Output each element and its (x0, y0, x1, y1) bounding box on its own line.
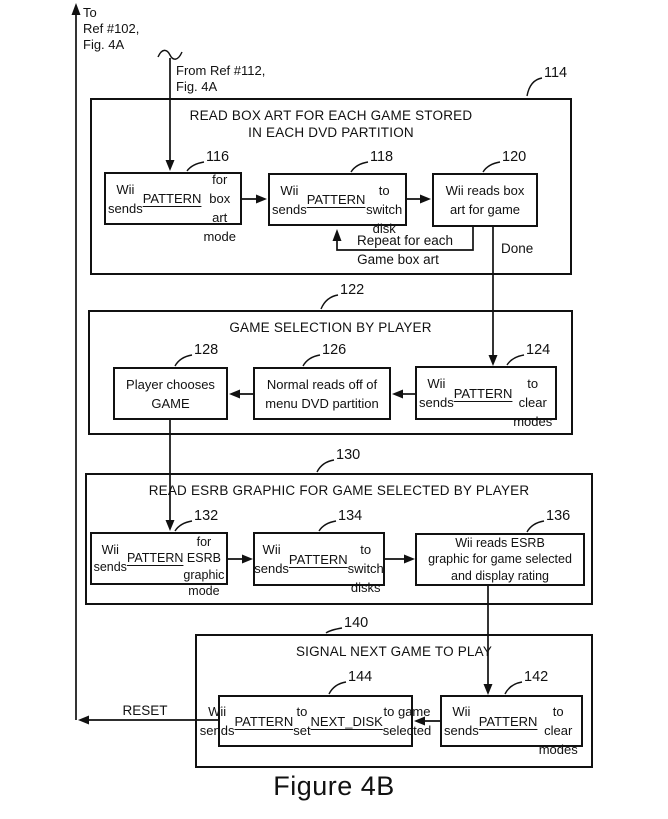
ref-num-142: 142 (524, 669, 549, 685)
ref-num-140: 140 (344, 615, 369, 631)
ref-num-144: 144 (348, 669, 373, 685)
ref-num-132: 132 (194, 508, 219, 524)
ref-num-134: 134 (338, 508, 363, 524)
group-title-read-esrb-graphic: READ ESRB GRAPHIC FOR GAME SELECTED BY PLAYER (148, 483, 530, 498)
group-title-signal-next-game: SIGNAL NEXT GAME TO PLAY (295, 644, 493, 659)
ref-num-116: 116 (206, 149, 230, 165)
ref-num-122: 122 (340, 282, 365, 298)
box-wii-sends-pattern-clear-modes-2: Wii sends PATTERN to clear modes (440, 695, 583, 747)
edge-label-repeat-line1: Repeat for each (356, 233, 454, 248)
box-wii-sends-pattern-clear-modes-1: Wii sends PATTERN to clear modes (415, 366, 557, 420)
group-title-game-selection: GAME SELECTION BY PLAYER (229, 320, 432, 335)
ref-num-120: 120 (502, 149, 527, 165)
ref-num-136: 136 (546, 508, 571, 524)
ref-note-to-102: To Ref #102, Fig. 4A (83, 5, 140, 52)
box-wii-sends-pattern-next-disk: Wii sends PATTERN to set NEXT_DISK to game selected (218, 695, 413, 747)
box-wii-sends-pattern-box-art-mode: Wii sends PATTERN for box art mode (104, 172, 242, 225)
ref-num-114: 114 (544, 65, 568, 81)
box-wii-sends-pattern-switch-disk: Wii sends PATTERN to switch disk (268, 173, 407, 226)
edge-label-repeat-line2: Game box art (357, 252, 439, 267)
group-title-read-box-art: READ BOX ART FOR EACH GAME STORED IN EACH DVD PARTITION (189, 108, 473, 140)
box-wii-reads-box-art: Wii reads box art for game (432, 173, 538, 227)
ref-num-128: 128 (194, 342, 219, 358)
ref-num-126: 126 (322, 342, 347, 358)
figure-title: Figure 4B (273, 771, 395, 801)
box-wii-sends-pattern-switch-disks: Wii sends PATTERN to switch disks (253, 532, 385, 586)
box-normal-reads-menu-dvd: Normal reads off of menu DVD partition (253, 367, 391, 420)
ref-num-118: 118 (370, 149, 394, 165)
box-wii-reads-esrb-graphic: Wii reads ESRB graphic for game selected and display rating (415, 533, 585, 586)
box-player-chooses-game: Player chooses GAME (113, 367, 228, 420)
box-wii-sends-pattern-esrb-mode: Wii sends PATTERN for ESRB graphic mode (90, 532, 228, 585)
edge-label-done: Done (501, 241, 534, 256)
ref-num-130: 130 (336, 447, 361, 463)
ref-num-124: 124 (526, 342, 551, 358)
ref-note-from-112: From Ref #112, Fig. 4A (176, 63, 266, 94)
edge-label-reset: RESET (122, 703, 168, 718)
